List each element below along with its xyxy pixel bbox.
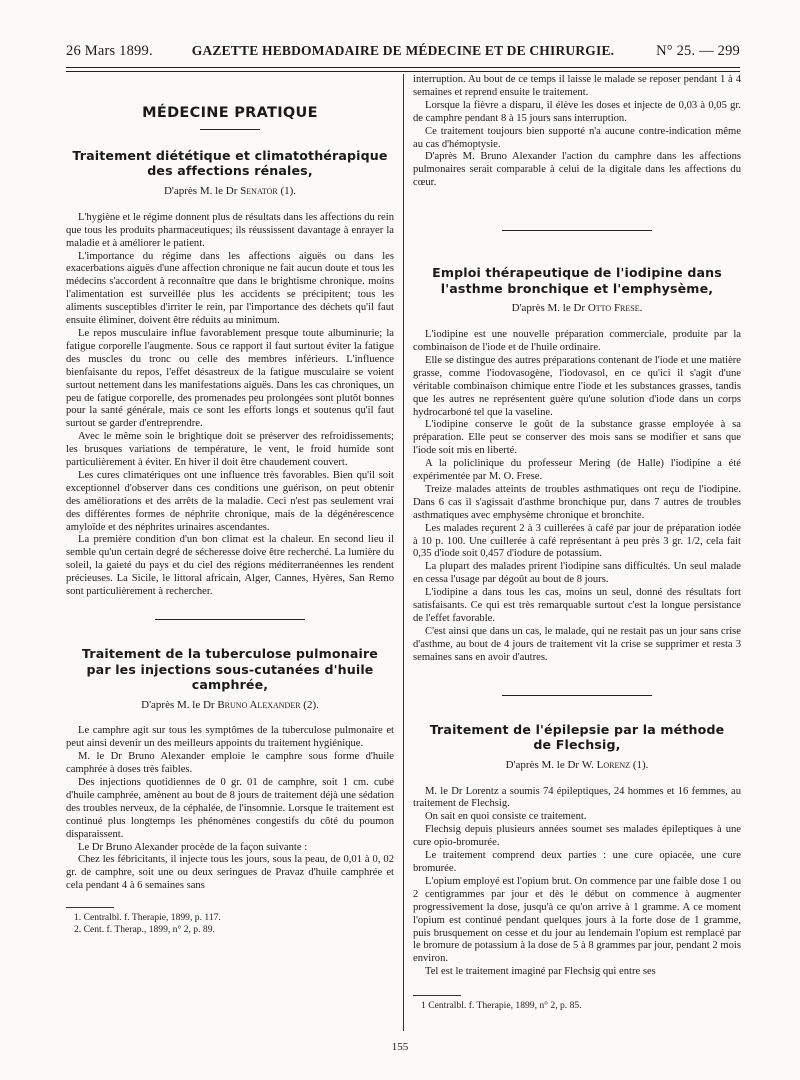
paragraph: Le repos musculaire influe favorablement presque toute albuminurie; la fatigue corporelle l'augmente. Sous ce rapport il faut surtout éviter la fatigue des muscles du tronc ou celle des membres inférieurs. L'influence bienfaisante du repos, l'effet désastreux de la fatigue musculaire se voient surtout nettement dans les manifestations aiguës. Dans les cas chroniques, un peu de fatigue corporelle, des promenades peu prolongées sont plutôt bonnes pour la santé générale, mais ce sont les efforts longs et soutenus qu'il faut surtout se garder d'entreprendre.: [66, 327, 394, 430]
right-column: [413, 74, 741, 1012]
byline-renal: [66, 185, 394, 198]
paragraph: Le camphre agit sur tous les symptômes de la tuberculose pulmonaire et peut ainsi devenir un des meilleurs appoints du traitement hygiénique.: [66, 725, 394, 750]
paragraph: Lorsque la fièvre a disparu, il élève les doses et injecte de 0,03 à 0,05 gr. de camphre pendant 8 à 15 jours sans interruption.: [413, 99, 741, 124]
paragraph: Elle se distingue des autres préparations contenant de l'iode et une matière grasse, comme l'iodovasogène, l'iodovasol, en ce qu'ici il s'agit d'une véritable combinaison chimique entre l'iode et les substances grasses, tandis que les autres ne représentent guère qu'une solution d'iode dans un corps hydrocarboné tel que la vaseline.: [413, 354, 741, 418]
byline-author: Senator: [240, 184, 278, 197]
paragraph: L'iodipine conserve le goût de la substance grasse employée à sa préparation. Elle peut se conserver des mois sans se modifier et sans que l'iode soit mis en liberté.: [413, 419, 741, 457]
header-date: 26 Mars 1899.: [66, 43, 153, 59]
header-journal-title: GAZETTE HEBDOMADAIRE DE MÉDECINE ET DE CHIRURGIE.: [191, 43, 615, 58]
byline-author: Bruno Alexander: [217, 698, 301, 711]
byline-ref: (1).: [632, 758, 649, 771]
paragraph: Avec le même soin le brightique doit se préserver des refroidissements; les brusques variations de température, le vent, le froid humide sont particulièrement à éviter. En hiver il doit être chaudement couvert.: [66, 431, 394, 469]
footnote-rule: [66, 907, 114, 908]
article-tuberculose-continued: [413, 74, 741, 190]
article-title-epilepsie: Traitement de l'épilepsie par la méthode de Flechsig,: [429, 721, 725, 753]
paragraph: Treize malades atteints de troubles asthmatiques ont reçu de l'iodipine. Dans 6 cas il s'agissait d'asthme bronchique pur, dans 7 autres de troubles asthmatiques avec emphysème chronique et bronchite.: [413, 483, 741, 521]
article-tuberculose: [66, 646, 394, 893]
paragraph: Tel est le traitement imaginé par Flechsig qui entre ses: [425, 966, 656, 978]
paragraph: M. le Dr Bruno Alexander emploie le camphre sous forme d'huile camphrée à doses très faibles.: [66, 751, 394, 776]
article-iodipine: [413, 265, 741, 664]
byline-ref: (2).: [303, 698, 319, 711]
byline-prefix: D'après M. le Dr: [141, 698, 215, 711]
article-epilepsie: [413, 722, 741, 980]
running-header: [66, 40, 740, 64]
page-number: 155: [391, 1041, 409, 1053]
paragraph: Des injections quotidiennes de 0 gr. 01 de camphre, soit 1 cm. cube d'huile camphrée, amènent au bout de 8 jours de traitement déjà une sédation des troubles nerveux, de la céphalée, de l'insomnie. Lorsque le traitement est continué plus longtemps les phénomènes congestifs du côté du poumon disparaissent.: [66, 777, 394, 840]
byline-epilepsie: [413, 759, 741, 772]
paragraph: C'est ainsi que dans un cas, le malade, qui ne restait pas un jour sans crise d'asthme, au bout de 4 jours de traitement vit la crise se supprimer et resta 3 semaines sans en avoir d'autres.: [413, 625, 741, 663]
byline-author: Otto Frese: [587, 302, 640, 315]
header-rule: [66, 67, 740, 72]
byline-prefix: D'après M. le Dr: [163, 184, 238, 197]
paragraph: L'importance du régime dans les affections aiguës ou dans les exacerbations aiguës d'une affection chronique ne fait aucun doute et tous les médecins s'accordent à reconnaître que dans le brightisme chronique. moins l'alimentation est surveillée plus les accidents se précipitent; tous les aliments susceptibles d'irriter le rein, par l'importance des déchets qu'il faut ensuite éliminer, doivent être réduits au minimum.: [66, 250, 394, 327]
footnote: 1 Centralbl. f. Therapie, 1899, n° 2, p. 85.: [421, 1000, 582, 1012]
header-issue-page: N° 25. — 299: [656, 43, 740, 59]
byline-tuberculose: [66, 699, 394, 712]
paragraph: La première condition d'un bon climat est la chaleur. En second lieu il semble qu'un certain degré de sécheresse doive être recherché. La lumière du soleil, la gaieté du pays et du ciel des régions méditerranéennes les rendent précieuses. La Sicile, le littoral africain, Alger, Cannes, Hyères, San Remo sont particulièrement à rechercher.: [66, 534, 394, 598]
article-separator: [155, 619, 305, 620]
paragraph: Ce traitement toujours bien supporté n'a aucune contre-indication même au cas d'hémoptysie.: [413, 125, 741, 150]
paragraph: La plupart des malades prirent l'iodipine sans difficultés. Un seul malade en cessa l'usage par dégoût au bout de 8 jours.: [413, 561, 741, 586]
paragraph: Les cures climatériques ont une influence très favorables. Bien qu'il soit exceptionnel d'observer dans ces conditions une guérison, on peut obtenir des améliorations et des arrêts de la maladie. Ceci n'est pas seulement vrai des différentes formes de néphrite chronique, mais de la dégénérescence amyloïde et des néphrites urinaires ascendantes.: [66, 469, 394, 533]
paragraph: D'après M. Bruno Alexander l'action du camphre dans les affections pulmonaires serait comparable à celui de la digitale dans les affections du cœur.: [413, 151, 741, 189]
left-column: [66, 74, 394, 935]
paragraph: Le Dr Bruno Alexander procède de la façon suivante :: [78, 841, 308, 853]
byline-author: W. Lorenz: [581, 758, 631, 771]
byline-ref: (1).: [280, 184, 297, 197]
section-title: MÉDECINE PRATIQUE: [142, 105, 318, 121]
paragraph: L'hygiène et le régime donnent plus de résultats dans les affections du rein que tous les produits pharmaceutiques; ils réussissent davantage à enrayer la maladie et à améliorer le patient.: [66, 211, 394, 249]
byline-prefix: D'après M. le Dr: [511, 302, 586, 315]
paragraph: Chez les fébricitants, il injecte tous les jours, sous la peau, de 0,01 à 0, 02 gr. de camphre, soit une ou deux seringues de Pravaz d'huile camphrée et cela pendant 4 à 6 semaines sans: [66, 854, 394, 892]
column-divider: [403, 74, 404, 1031]
paragraph: L'opium employé est l'opium brut. On commence par une faible dose 1 ou 2 centigrammes par jour et dès le début on commence à augmenter progressivement la dose, jusqu'à ce qu'on arrive à 1 gramme. A ce moment l'opium est continué pendant quelques jours à la forte dose de 1 gramme, puis brusquement on cesse et du jour au lendemain l'opium est remplacé par le bromure de potassium à la dose de 5 à 8 grammes par jour, pendant 2 mois environ.: [413, 875, 741, 965]
article-separator: [502, 230, 652, 231]
article-separator: [502, 695, 652, 696]
article-title-tuberculose: Traitement de la tuberculose pulmonaire par les injections sous-cutanées d'huile camphrée,: [82, 646, 378, 692]
footnote: 2. Cent. f. Therap., 1899, n° 2, p. 89.: [74, 923, 215, 935]
byline-prefix: D'après M. le Dr: [505, 758, 580, 771]
paragraph: Flechsig depuis plusieurs années soumet ses malades épileptiques à une cure opio-bromurée.: [413, 824, 741, 849]
paragraph: A la policlinique du professeur Mering (de Halle) l'iodipine a été expérimentée par M. O. Frese.: [413, 458, 741, 483]
paragraph: interruption. Au bout de ce temps il laisse le malade se reposer pendant 1 à 4 semaines et reprend ensuite le traitement.: [413, 74, 741, 98]
paragraph: On sait en quoi consiste ce traitement.: [425, 811, 587, 823]
article-renal: [66, 148, 394, 599]
byline-iodipine: [413, 302, 741, 315]
paragraph: Le traitement comprend deux parties : une cure opiacée, une cure bromurée.: [413, 850, 741, 874]
section-rule: [200, 129, 260, 130]
footnote: 1. Centralbl. f. Therapie, 1899, p. 117.: [74, 912, 221, 924]
paragraph: L'iodipine est une nouvelle préparation commerciale, produite par la combinaison de l'iode et de l'huile ordinaire.: [413, 329, 741, 353]
article-title-renal: Traitement diététique et climatothérapique des affections rénales,: [72, 147, 388, 179]
footnote-rule: [413, 995, 461, 996]
paragraph: Les malades reçurent 2 à 3 cuillerées à café par jour de préparation iodée à 10 p. 100. Une cuillerée à café représentant à peu près 3 gr. 1/2, cela fait 0,35 d'iode soit 0,457 d'iodure de potassium.: [413, 522, 741, 560]
paragraph: L'iodipine a dans tous les cas, moins un seul, donné des résultats fort satisfaisants. Ce qui est très remarquable surtout c'est la longue persistance de l'effet favorable.: [413, 587, 741, 624]
byline-ref: .: [639, 302, 643, 315]
paragraph: M. le Dr Lorentz a soumis 74 épileptiques, 24 hommes et 16 femmes, au traitement de Flechsig.: [413, 785, 741, 810]
article-title-iodipine: Emploi thérapeutique de l'iodipine dans l'asthme bronchique et l'emphysème,: [432, 265, 722, 296]
